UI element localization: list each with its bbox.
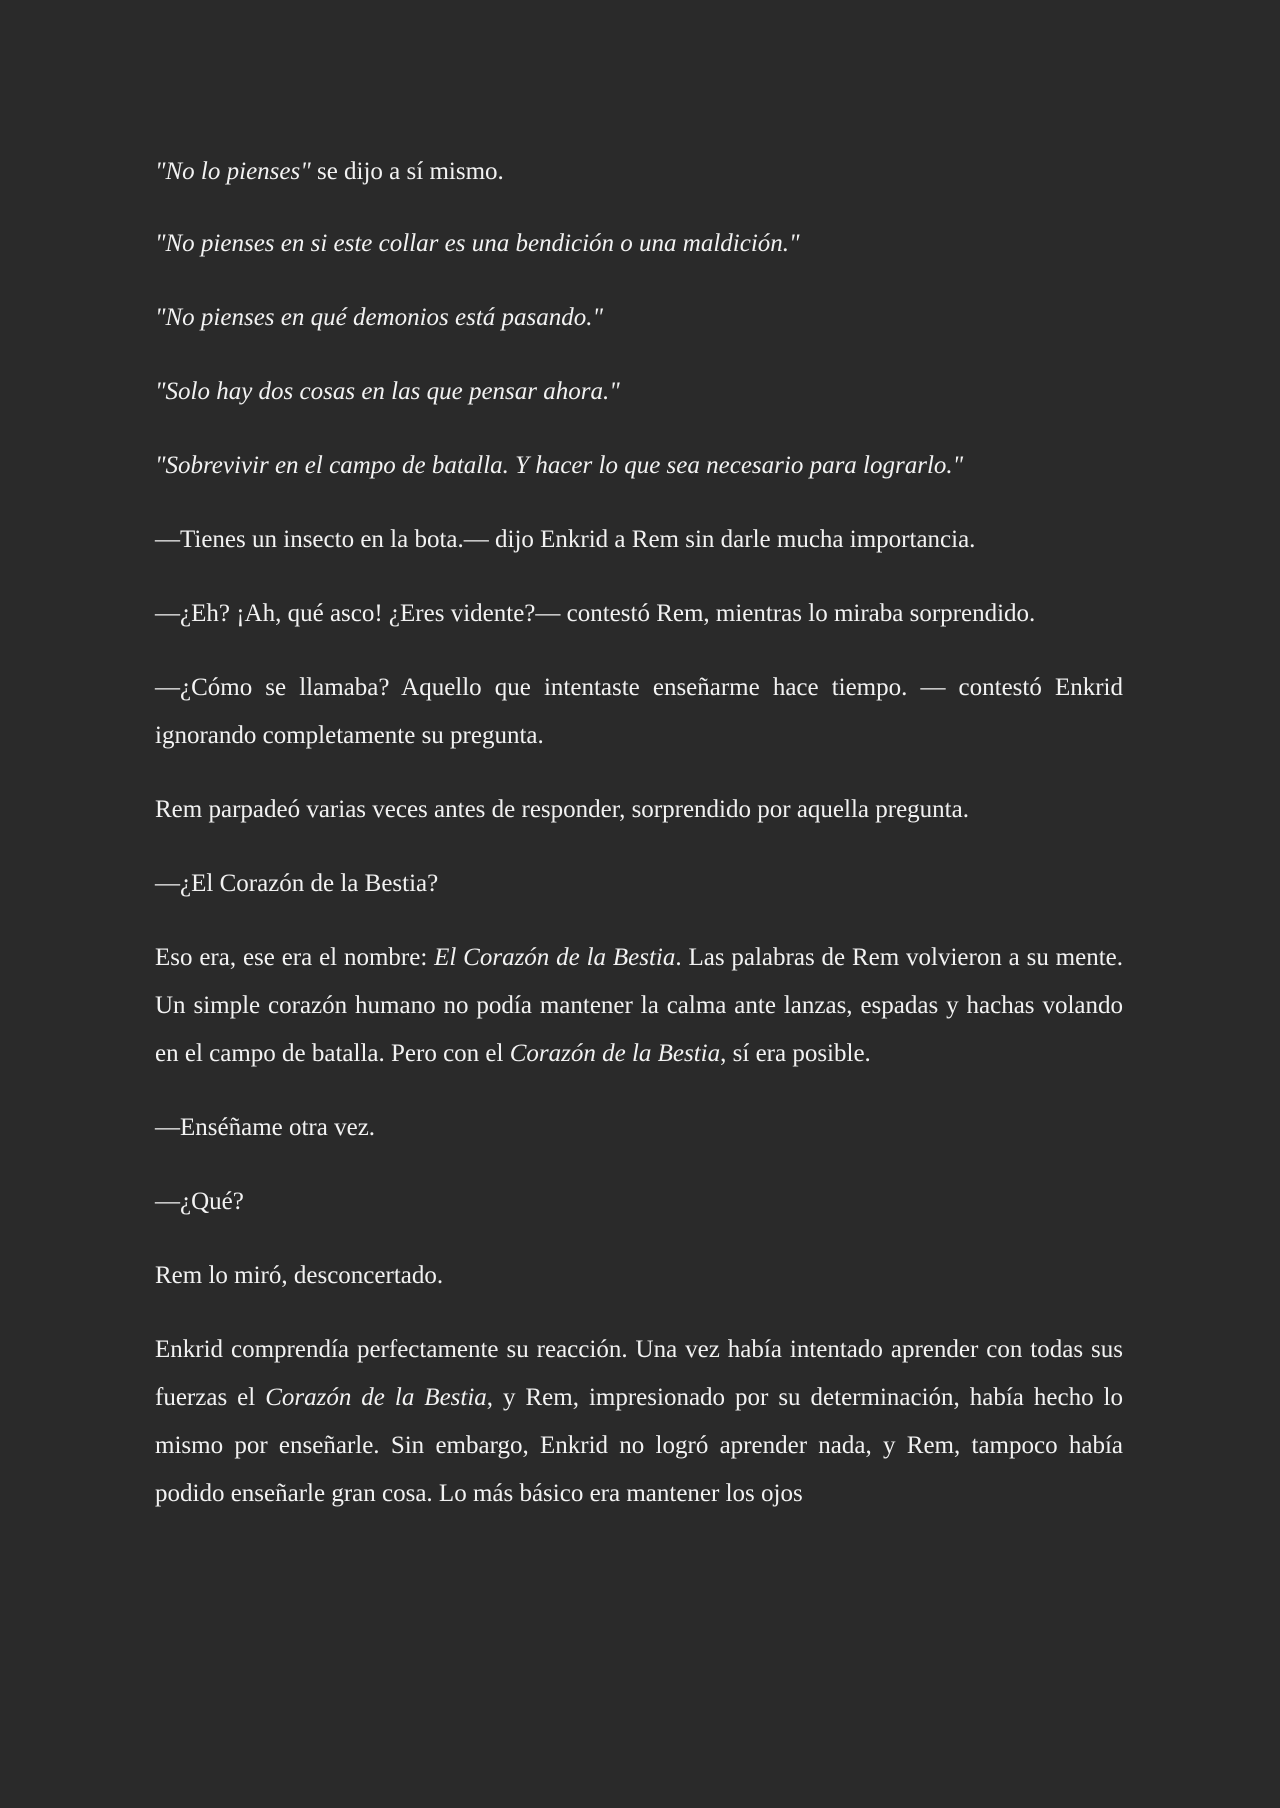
italic-span: "Sobrevivir en el campo de batalla. Y hacer lo que sea necesario para lograrlo." xyxy=(155,452,964,479)
paragraph xyxy=(155,220,1123,268)
italic-span: "Solo hay dos cosas en las que pensar ahora." xyxy=(155,378,620,405)
paragraph xyxy=(155,860,1123,908)
text-span: Rem parpadeó varias veces antes de responder, sorprendido por aquella pregunta. xyxy=(155,796,969,823)
paragraph xyxy=(155,148,1123,196)
paragraph xyxy=(155,590,1123,638)
paragraph xyxy=(155,786,1123,834)
text-span: Rem lo miró, desconcertado. xyxy=(155,1262,444,1289)
text-span: Enkrid comprendía perfectamente su reacción. Una vez había intentado aprender con todas sus fuerzas el xyxy=(155,1336,1123,1411)
paragraph xyxy=(155,368,1123,416)
text-span: —¿Eh? ¡Ah, qué asco! ¿Eres vidente?— contestó Rem, mientras lo miraba sorprendido. xyxy=(155,600,1036,627)
italic-span: Corazón de la Bestia xyxy=(509,1040,721,1067)
paragraph xyxy=(155,664,1123,760)
paragraph xyxy=(155,1326,1123,1518)
paragraph xyxy=(155,1104,1123,1152)
italic-span: Corazón de la Bestia xyxy=(265,1384,487,1411)
paragraph xyxy=(155,1178,1123,1226)
text-span: —Tienes un insecto en la bota.— dijo Enkrid a Rem sin darle mucha importancia. xyxy=(155,526,976,553)
paragraph xyxy=(155,1252,1123,1300)
paragraph xyxy=(155,516,1123,564)
document-page xyxy=(155,148,1123,1544)
paragraph xyxy=(155,294,1123,342)
italic-span: "No pienses en si este collar es una bendición o una maldición." xyxy=(155,230,800,257)
text-span: , sí era posible. xyxy=(720,1040,871,1067)
text-span: —¿El Corazón de la Bestia? xyxy=(155,870,439,897)
text-span: , y Rem, impresionado por su determinación, había hecho lo mismo por enseñarle. Sin embargo, Enkrid no logró aprender nada, y Rem, tampoco había podido enseñarle gran cosa. Lo más básico era mantener los ojos xyxy=(155,1384,1124,1507)
italic-span: "No lo pienses" xyxy=(155,158,311,185)
paragraph xyxy=(155,442,1123,490)
paragraph xyxy=(155,934,1123,1078)
text-span: . Las palabras de Rem volvieron a su mente. Un simple corazón humano no podía mantener la calma ante lanzas, espadas y hachas volando en el campo de batalla. Pero con el xyxy=(155,944,1124,1067)
text-span: —¿Cómo se llamaba? Aquello que intentaste enseñarme hace tiempo. — contestó Enkrid ignorando completamente su pregunta. xyxy=(155,674,1123,749)
italic-span: El Corazón de la Bestia xyxy=(434,944,676,971)
text-span: Eso era, ese era el nombre: xyxy=(155,944,435,971)
text-span: —Enséñame otra vez. xyxy=(155,1114,376,1141)
text-span: se dijo a sí mismo. xyxy=(310,158,504,185)
text-span: —¿Qué? xyxy=(155,1188,244,1215)
italic-span: "No pienses en qué demonios está pasando." xyxy=(155,304,604,331)
